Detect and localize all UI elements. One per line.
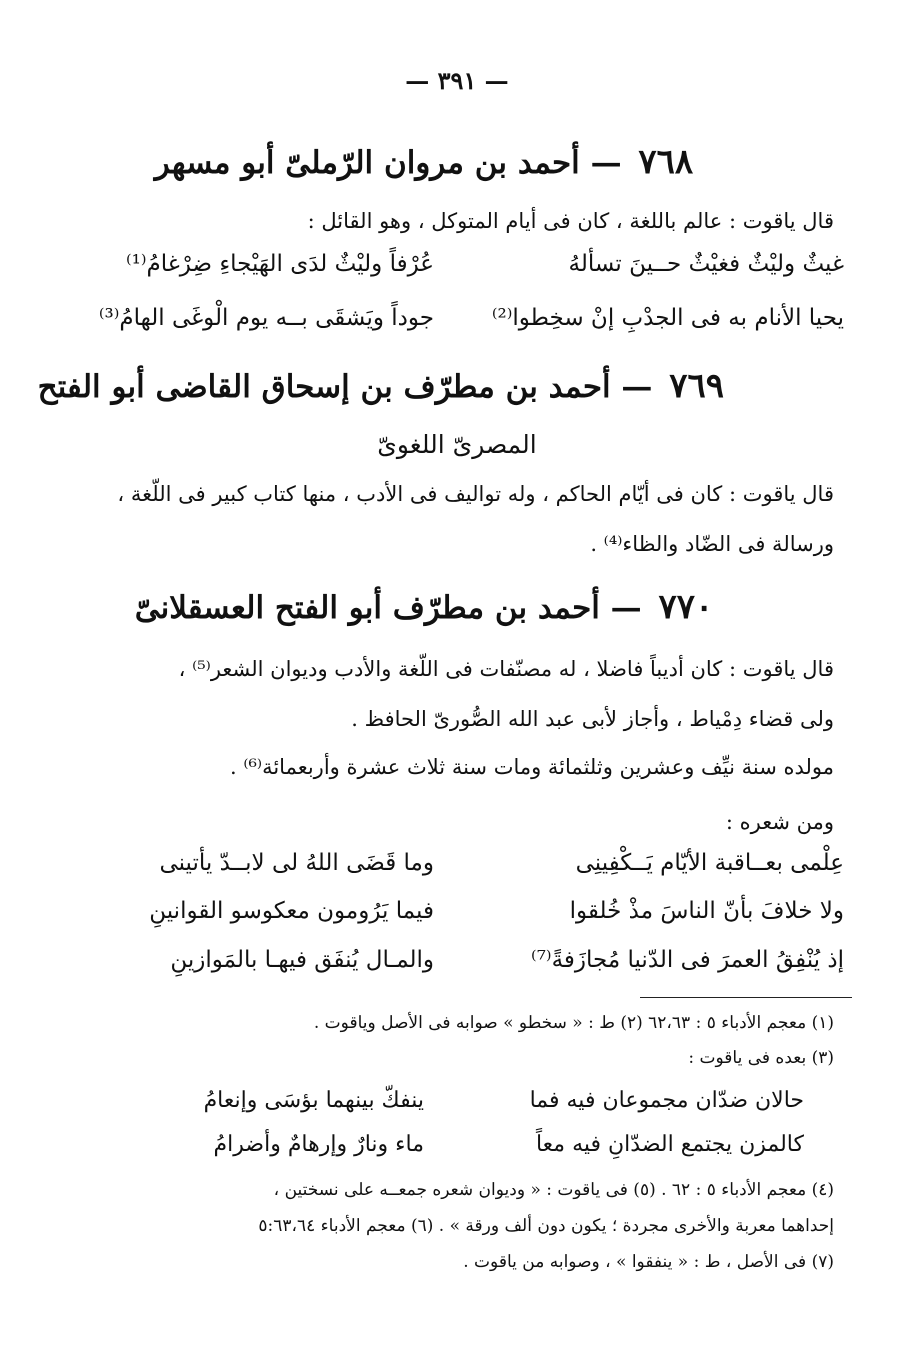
- entry-number: ٧٦٨: [638, 142, 694, 182]
- footnote-line: (٧) فى الأصل ، ط : « ينفقوا » ، وصوابه من ياقوت .: [463, 1252, 834, 1272]
- verse-first-hemistich: حالان ضدّان مجموعان فيه فما: [529, 1088, 804, 1113]
- entry-title: — أحمد بن مطرّف بن إسحاق القاضى أبو الفتح: [37, 369, 653, 405]
- footnote-divider: [640, 997, 852, 998]
- verse-first-hemistich: غيثٌ وليْثٌ فغيْثٌ حــينَ تسألهُ: [568, 251, 844, 277]
- verse-second-hemistich: عُرْفاً وليْثٌ لدَى الهَيْجاءِ ضِرْغامُ⁽¹⁾: [125, 251, 434, 277]
- entry-text-line: مولده سنة نيِّف وعشرين وثلثمائة ومات سنة ثلاث عشرة وأربعمائة⁽⁶⁾ .: [229, 755, 834, 779]
- verse-second-hemistich: ماء ونارٌ وإرهامٌ وأضرامُ: [213, 1132, 424, 1157]
- verse-first-hemistich: إذ يُنْفِقُ العمرَ فى الدّنيا مُجازَفةً⁽⁷⁾: [531, 947, 844, 973]
- verse-first-hemistich: عِلْمى بعــاقبة الأيّام يَــكْفِينِى: [575, 850, 844, 876]
- page-number: — ٣٩١ —: [405, 66, 509, 95]
- entry-heading-769: [37, 366, 724, 406]
- footnote-line: إحداهما معربة والأخرى مجردة ؛ يكون دون ألف ورقة » . (٦) معجم الأدباء ٥:٦٣،٦٤: [258, 1216, 834, 1236]
- entry-heading-768: [124, 142, 724, 182]
- verse-first-hemistich: كالمزن يجتمع الضدّانِ فيه معاً: [535, 1132, 804, 1157]
- verse-second-hemistich: ينفكّ بينهما بؤسَى وإنعامُ: [203, 1088, 424, 1113]
- entry-text-line: ورسالة فى الضّاد والظاء⁽⁴⁾ .: [590, 532, 834, 556]
- entry-subtitle: المصرىّ اللغوىّ: [377, 430, 537, 459]
- verse-first-hemistich: يحيا الأنام به فى الجدْبِ إنْ سخِطوا⁽²⁾: [491, 305, 844, 331]
- footnote-line: (١) معجم الأدباء ٥ : ٦٢،٦٣ (٢) ط : « سخطو » صوابه فى الأصل وياقوت .: [313, 1013, 834, 1033]
- footnote-line: (٤) معجم الأدباء ٥ : ٦٢ . (٥) فى ياقوت : « وديوان شعره جمعــه على نسختين ،: [273, 1180, 834, 1200]
- entry-text-line: قال ياقوت : كان فى أيّام الحاكم ، وله تواليف فى الأدب ، منها كتاب كبير فى اللّغة ،: [117, 482, 834, 506]
- footnote-line: (٣) بعده فى ياقوت :: [688, 1048, 834, 1068]
- entry-text-line: ولى قضاء دِمْياط ، وأجاز لأبى عبد الله الصُّورىّ الحافظ .: [351, 707, 834, 731]
- entry-text-line: قال ياقوت : عالم باللغة ، كان فى أيام المتوكل ، وهو القائل :: [307, 209, 834, 233]
- entry-text-line: ومن شعره :: [725, 810, 834, 834]
- entry-heading-770: [124, 587, 724, 627]
- entry-title: — أحمد بن مطرّف أبو الفتح العسقلانىّ: [134, 590, 642, 626]
- entry-text-line: قال ياقوت : كان أديباً فاضلا ، له مصنّفات فى اللّغة والأدب وديوان الشعر⁽⁵⁾ ،: [178, 657, 834, 681]
- entry-title: — أحمد بن مروان الرّملىّ أبو مسهر: [154, 145, 622, 181]
- entry-number: ٧٦٩: [669, 366, 724, 406]
- verse-second-hemistich: وما قَضَى اللهُ لى لابــدّ يأتينى: [159, 850, 434, 876]
- verse-second-hemistich: فيما يَرُومون معكوسو القوانينِ: [149, 898, 434, 924]
- verse-second-hemistich: جوداً ويَشقَى بــه يوم الْوغَى الهامُ⁽³⁾: [98, 305, 434, 331]
- entry-number: ٧٧٠: [658, 587, 714, 627]
- verse-first-hemistich: ولا خلافَ بأنّ الناسَ مذْ خُلقوا: [569, 898, 844, 924]
- verse-second-hemistich: والمـال يُنفَق فيهـا بالمَوازينِ: [170, 947, 434, 973]
